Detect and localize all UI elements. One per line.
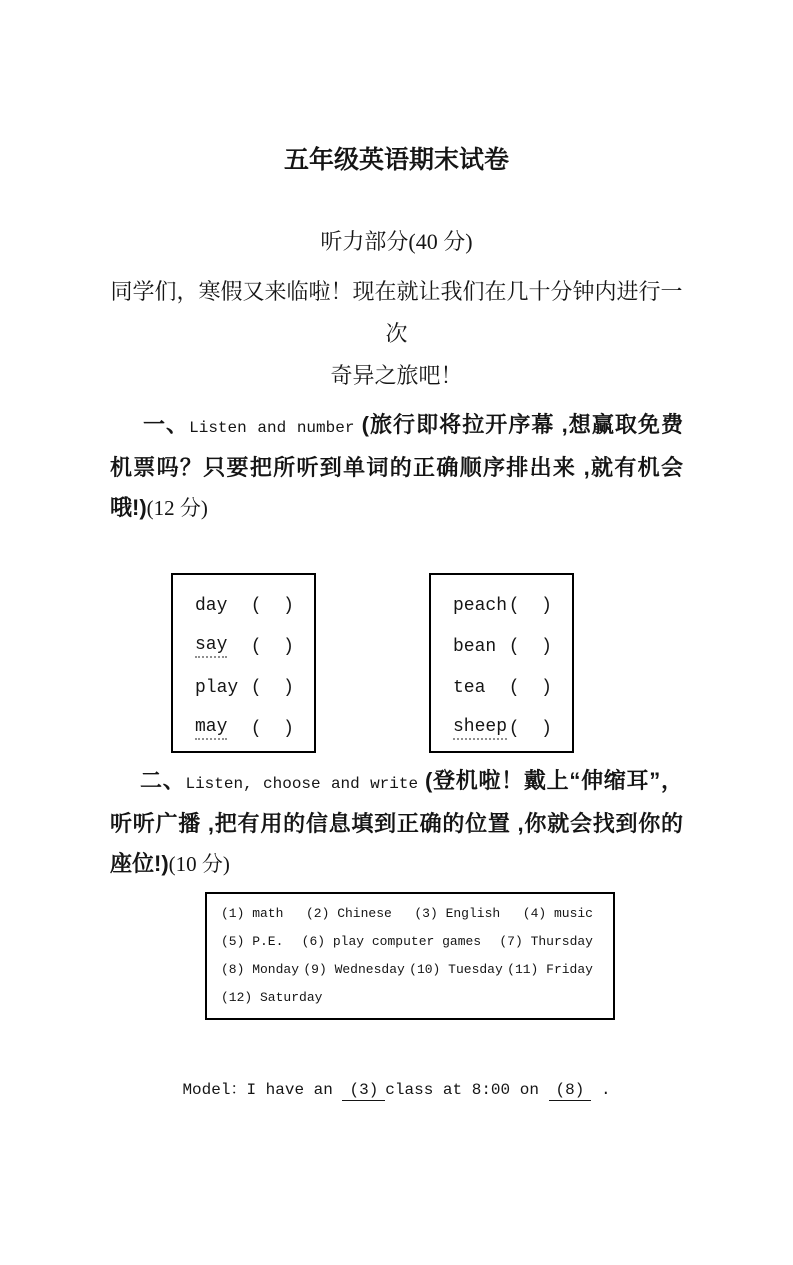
word-box-2: [429, 573, 574, 753]
option-item: (9) Wednesday: [303, 962, 405, 977]
options-row-1: [221, 900, 593, 928]
answer-parens: ( ): [250, 718, 294, 739]
options-row-2: [221, 928, 593, 956]
word-label: may: [195, 717, 227, 740]
word-label: bean: [453, 636, 497, 657]
answer-parens: ( ): [508, 595, 552, 616]
model-middle: class at 8:00 on: [385, 1081, 539, 1099]
intro-line-2: 奇异之旅吧！: [330, 363, 463, 388]
option-item: (11) Friday: [507, 962, 593, 977]
word-boxes: [171, 573, 683, 753]
option-item: (8) Monday: [221, 962, 300, 977]
part2-points: (10 分): [168, 852, 230, 876]
answer-parens: ( ): [508, 677, 552, 698]
word-row: [453, 626, 552, 667]
options-box: [205, 892, 615, 1020]
word-box-1: [171, 573, 316, 753]
option-item: (7) Thursday: [499, 934, 593, 949]
intro-paragraph: [110, 271, 683, 397]
word-row: [453, 708, 552, 749]
model-period: .: [600, 1081, 611, 1099]
answer-parens: ( ): [508, 718, 552, 739]
option-item: (10) Tuesday: [409, 962, 503, 977]
option-item: (6) play computer games: [301, 934, 482, 949]
word-label: play: [195, 677, 239, 698]
word-row: [195, 626, 294, 667]
option-item: (12) Saturday: [221, 990, 323, 1005]
options-row-4: [221, 984, 593, 1012]
word-row: [195, 585, 294, 626]
part1-points: (12 分): [146, 496, 208, 520]
word-row: [453, 667, 552, 708]
model-blank-2: (8): [549, 1081, 592, 1101]
option-item: (4) music: [522, 906, 593, 921]
model-prefix: Model：I have an: [182, 1081, 333, 1099]
options-row-3: [221, 956, 593, 984]
word-label: day: [195, 595, 228, 616]
option-item: (2) Chinese: [305, 906, 392, 921]
part1-number: 一、: [143, 412, 190, 437]
part2-english-title: Listen, choose and write: [185, 775, 419, 793]
word-row: [195, 708, 294, 749]
word-label: sheep: [453, 717, 507, 740]
part1-heading: [110, 405, 683, 528]
answer-parens: ( ): [508, 636, 552, 657]
model-blank-1: (3): [342, 1081, 385, 1101]
word-row: [195, 667, 294, 708]
word-label: say: [195, 635, 227, 658]
option-item: (1) math: [221, 906, 284, 921]
word-label: tea: [453, 677, 486, 698]
part2-heading: [110, 761, 683, 884]
part2-number: 二、: [140, 768, 186, 793]
answer-parens: ( ): [250, 636, 294, 657]
listening-section-header: 听力部分(40 分): [320, 229, 473, 254]
option-item: (3) English: [414, 906, 501, 921]
intro-line-1: 同学们，寒假又来临啦！现在就让我们在几十分钟内进行一次: [110, 279, 683, 346]
answer-parens: ( ): [250, 677, 294, 698]
option-item: (5) P.E.: [221, 934, 284, 949]
answer-parens: ( ): [250, 595, 294, 616]
model-sentence: [110, 1078, 683, 1102]
part1-instruction: (旅行即将拉开序幕 ,想赢取免费机票吗？只要把所听到单词的正确顺序排出来 ,就有机会哦!): [110, 412, 683, 520]
page-title: 五年级英语期末试卷: [283, 146, 509, 174]
exam-page: [0, 143, 793, 1102]
part2-instruction: (登机啦！戴上“伸缩耳”，听听广播 ,把有用的信息填到正确的位置 ,你就会找到你的座位!): [110, 768, 683, 876]
part1-english-title: Listen and number: [189, 419, 355, 437]
word-label: peach: [453, 595, 508, 616]
word-row: [453, 585, 552, 626]
